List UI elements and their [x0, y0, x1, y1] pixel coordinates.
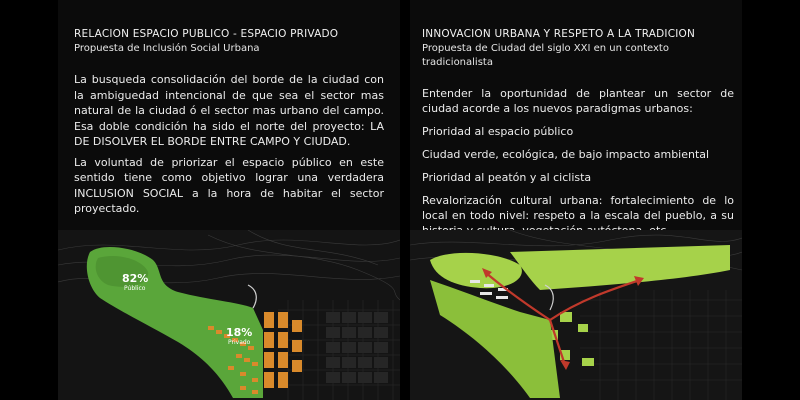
left-subtitle: Propuesta de Inclusión Social Urbana: [74, 43, 260, 54]
public-label: Público: [124, 285, 146, 292]
left-title: RELACION ESPACIO PUBLICO - ESPACIO PRIVADO: [74, 28, 339, 40]
private-label: Privado: [228, 339, 251, 346]
list-item: Prioridad al espacio público: [422, 125, 574, 138]
right-subtitle: Propuesta de Ciudad del siglo XXI en un contexto tradicionalista: [422, 43, 669, 68]
right-title: INNOVACION URBANA Y RESPETO A LA TRADICION: [422, 28, 696, 40]
left-panel: [58, 0, 400, 400]
private-percentage: 18%: [226, 326, 253, 339]
left-body: [74, 72, 384, 222]
list-item: Ciudad verde, ecológica, de bajo impacto ambiental: [422, 148, 710, 161]
left-paragraph: La voluntad de priorizar el espacio público en este sentido tiene como objetivo lograr una verdadera INCLUSION SOCIAL a la hora de habitar el sector proyectado.: [74, 155, 384, 215]
list-item: Revalorización cultural urbana: fortalecimiento de lo local en todo nivel: respeto a la escala del pueblo, a su: [422, 194, 734, 222]
public-private-map: [58, 230, 400, 400]
urban-innovation-map: [410, 230, 742, 400]
public-percentage: 82%: [122, 272, 149, 285]
list-item: Prioridad al peatón y al ciclista: [422, 171, 592, 184]
right-list: [422, 86, 734, 246]
right-panel: [410, 0, 742, 400]
left-paragraph: La busqueda consolidación del borde de la ciudad con la ambiguedad intencional de que sea el sector mas natural de la ciudad ó el sector mas urbano del campo. Esa doble condición ha sido el norte del proyecto: LA DE DISOLVER EL BORDE ENTRE CAMPO Y CIUDAD.: [74, 73, 384, 148]
list-item: Entender la oportunidad de plantear un sector de ciudad acorde a los nuevos paradigmas urbanos:: [422, 87, 734, 115]
